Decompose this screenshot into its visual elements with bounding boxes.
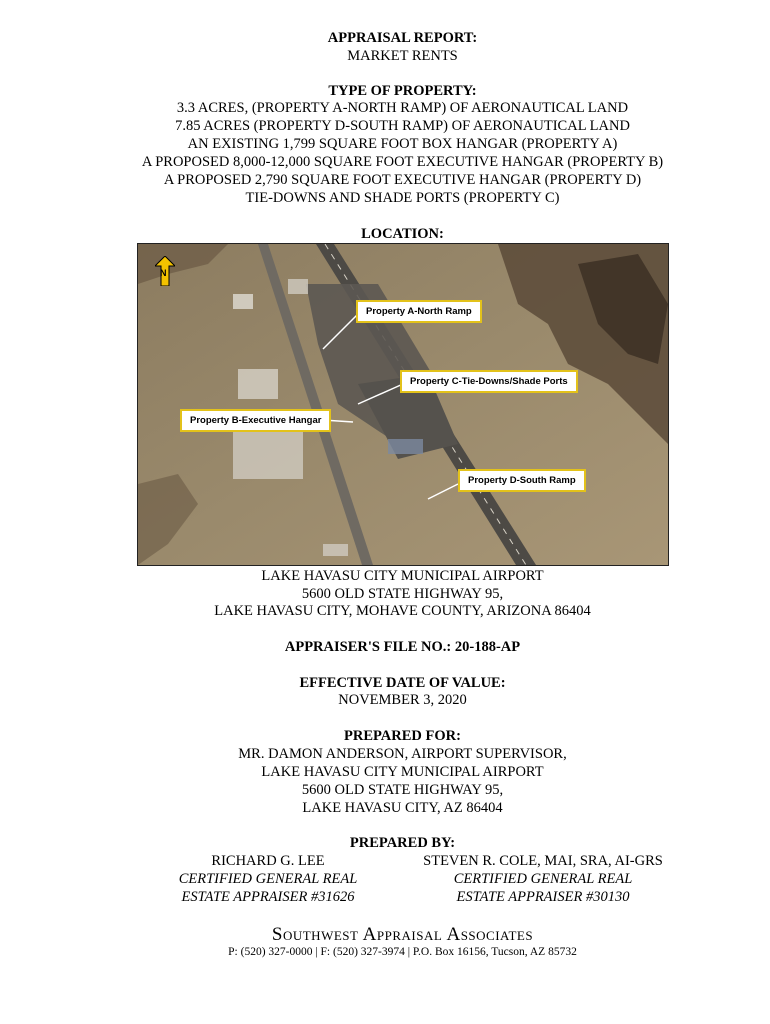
aerial-map (137, 243, 669, 566)
report-subtitle: MARKET RENTS (347, 48, 458, 64)
property-c-label: Property C-Tie-Downs/Shade Ports (400, 370, 578, 393)
address-line: 5600 OLD STATE HIGHWAY 95, (301, 586, 504, 602)
property-type-line: AN EXISTING 1,799 SQUARE FOOT BOX HANGAR (PROPERTY A) (187, 136, 618, 152)
property-type-line: 3.3 ACRES, (PROPERTY A-NORTH RAMP) OF AERONAUTICAL LAND (176, 100, 629, 116)
address-line: LAKE HAVASU CITY MUNICIPAL AIRPORT (261, 568, 544, 584)
location-heading: LOCATION: (361, 226, 444, 242)
property-type-line: A PROPOSED 2,790 SQUARE FOOT EXECUTIVE HANGAR (PROPERTY D) (163, 172, 642, 188)
property-type-heading: TYPE OF PROPERTY: (328, 83, 477, 99)
prepared-for-line: MR. DAMON ANDERSON, AIRPORT SUPERVISOR, (238, 746, 567, 762)
appraiser-cert: CERTIFIED GENERAL REAL (453, 871, 633, 887)
property-a-label: Property A-North Ramp (356, 300, 482, 323)
effective-date-value: NOVEMBER 3, 2020 (338, 692, 467, 708)
prepared-for-line: 5600 OLD STATE HIGHWAY 95, (301, 782, 504, 798)
address-line: LAKE HAVASU CITY, MOHAVE COUNTY, ARIZONA 86404 (214, 603, 591, 619)
prepared-for-heading: PREPARED FOR: (344, 728, 461, 744)
prepared-for-line: LAKE HAVASU CITY, AZ 86404 (302, 800, 503, 816)
property-type-line: 7.85 ACRES (PROPERTY D-SOUTH RAMP) OF AERONAUTICAL LAND (175, 118, 630, 134)
report-title: APPRAISAL REPORT: (327, 30, 478, 46)
file-number: APPRAISER'S FILE NO.: 20-188-AP (284, 639, 521, 655)
property-type-line: A PROPOSED 8,000-12,000 SQUARE FOOT EXECUTIVE HANGAR (PROPERTY B) (141, 154, 664, 170)
appraiser-cert: ESTATE APPRAISER #31626 (181, 889, 355, 905)
compass-label: N (160, 268, 167, 278)
firm-contact: P: (520) 327-0000 | F: (520) 327-3974 | P.O. Box 16156, Tucson, AZ 85732 (228, 946, 577, 958)
property-type-line: TIE-DOWNS AND SHADE PORTS (PROPERTY C) (245, 190, 560, 206)
aerial-map-image (138, 244, 668, 565)
property-d-label: Property D-South Ramp (458, 469, 586, 492)
appraiser-name: RICHARD G. LEE (211, 853, 325, 869)
prepared-for-line: LAKE HAVASU CITY MUNICIPAL AIRPORT (261, 764, 544, 780)
effective-date-heading: EFFECTIVE DATE OF VALUE: (299, 675, 506, 691)
appraiser-1 (148, 852, 388, 906)
firm-name: Southwest Appraisal Associates (271, 924, 534, 945)
appraiser-name: STEVEN R. COLE, MAI, SRA, AI-GRS (423, 853, 663, 869)
appraiser-2 (398, 852, 688, 906)
prepared-by-heading: PREPARED BY: (349, 835, 456, 851)
appraiser-cert: CERTIFIED GENERAL REAL (178, 871, 358, 887)
appraiser-cert: ESTATE APPRAISER #30130 (456, 889, 630, 905)
north-arrow-icon (155, 256, 175, 286)
property-b-label: Property B-Executive Hangar (180, 409, 331, 432)
